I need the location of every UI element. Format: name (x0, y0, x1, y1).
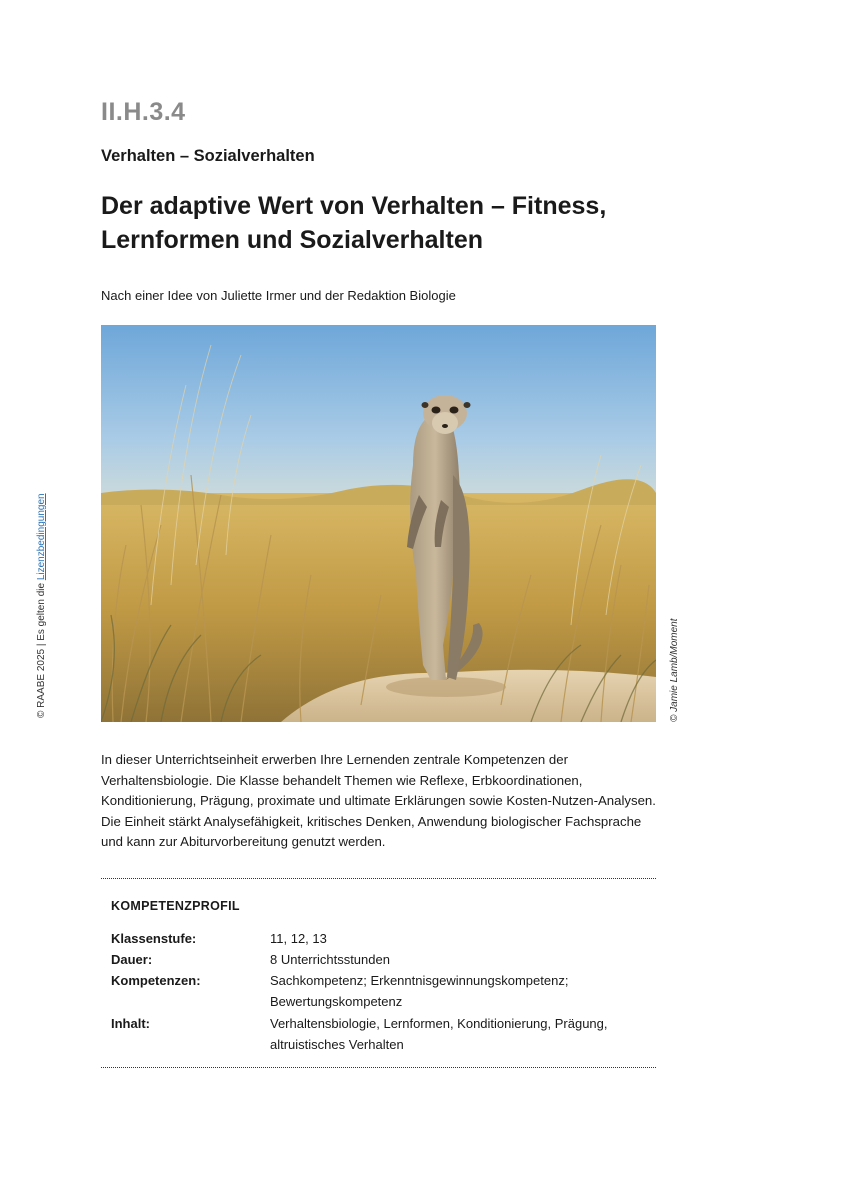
section-subtitle: Verhalten – Sozialverhalten (101, 147, 315, 165)
license-link[interactable]: Lizenzbedingungen (36, 493, 47, 581)
profile-value: Sachkompetenz; Erkenntnisgewinnungskompetenz; Bewertungskompetenz (270, 973, 569, 1009)
profile-label: Kompetenzen: (111, 973, 201, 988)
photo-credit: © Jamie Lamb/Moment (669, 618, 680, 722)
license-sidenote (36, 493, 47, 718)
copyright-text: © RAABE 2025 | Es gelten die (36, 580, 47, 718)
profile-value: 8 Unterrichtsstunden (270, 952, 390, 967)
profile-heading: KOMPETENZPROFIL (111, 899, 240, 913)
page-title: Der adaptive Wert von Verhalten – Fitness, Lernformen und Sozialverhalten (101, 192, 607, 254)
profile-label: Klassenstufe: (111, 931, 197, 946)
divider-top (101, 878, 656, 879)
profile-value: Verhaltensbiologie, Lernformen, Konditionierung, Prägung, altruistisches Verhalten (270, 1016, 608, 1052)
meerkat-photo (101, 325, 656, 722)
divider-bottom (101, 1067, 656, 1068)
intro-paragraph: In dieser Unterrichtseinheit erwerben Ihre Lernenden zentrale Kompetenzen der Verhaltensbiologie. Die Klasse behandelt Themen wie Reflexe, Erbkoordinationen, Konditionierung, Prägung, proximate und ultimate Erklärungen sowie Kosten-Nutzen-Analysen. Die Einheit stärkt Analysefähigkeit, kritisches Denken, Anwendung biologischer Fachsprache und kann zur Abiturvorbereitung genutzt werden. (101, 752, 656, 850)
unit-code: II.H.3.4 (101, 98, 186, 126)
author-line: Nach einer Idee von Juliette Irmer und der Redaktion Biologie (101, 288, 456, 303)
profile-label: Inhalt: (111, 1016, 150, 1031)
profile-label: Dauer: (111, 952, 153, 967)
profile-value: 11, 12, 13 (270, 931, 327, 946)
